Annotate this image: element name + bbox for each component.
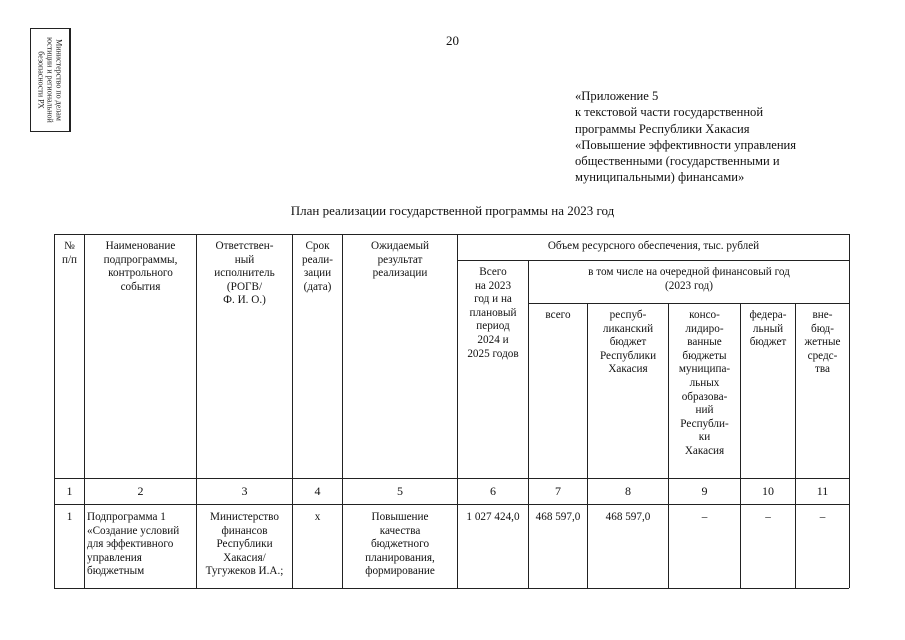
header-col-all: всего: [545, 309, 571, 321]
column-number: 3: [241, 484, 248, 498]
header-col-number: № п/п: [61, 240, 78, 266]
appendix-line: «Приложение 5: [575, 89, 659, 103]
appendix-line: общественными (государственными и: [575, 154, 780, 169]
appendix-line: «Повышение эффективности управления: [575, 137, 797, 152]
column-number: 4: [314, 484, 321, 498]
extrabudget-amount: –: [819, 511, 826, 523]
column-number: 1: [66, 484, 73, 498]
appendix-line: программы Республики Хакасия: [575, 121, 750, 136]
column-number: 6: [490, 484, 496, 498]
row-number: 1: [66, 511, 73, 523]
implementation-term: х: [314, 511, 321, 523]
header-col-federal: федера- льный бюджет: [749, 309, 787, 349]
municipal-budget-amount: –: [701, 511, 708, 523]
stamp-text: Министерство по делам юстиции и региональной безопасности РХ: [36, 37, 64, 123]
header-col-result: Ожидаемый результат реализации: [370, 240, 429, 280]
header-col-total: Всего на 2023 год и на плановый период 2024 и 2025 годов: [467, 266, 519, 360]
header-col-municipal: консо- лидиро- ванные бюджеты муниципа- льных образова- ний Республи- ки Хакасия: [678, 309, 731, 457]
column-number: 5: [397, 484, 403, 498]
numbers-row-bottom-border: [54, 504, 849, 505]
header-bottom-border: [54, 478, 849, 479]
republic-budget-amount: 468 597,0: [605, 511, 651, 523]
header-col-extrabudget: вне- бюд- жетные средс- тва: [804, 309, 841, 376]
header-col-term: Срок реали- зации (дата): [301, 240, 334, 293]
document-title: План реализации государственной программы на 2023 год: [290, 203, 615, 218]
column-number: 8: [625, 484, 631, 498]
header-subgroup: в том числе на очередной финансовый год (2023 год): [588, 266, 790, 292]
expected-result: Повышение качества бюджетного планирования, формирование: [365, 511, 435, 578]
column-number: 9: [701, 484, 708, 498]
appendix-line: к текстовой части государственной: [575, 105, 764, 120]
appendix-line: муниципальными) финансами»: [575, 170, 745, 185]
subprogram-name: Подпрограмма 1 «Создание условий для эффективного управления бюджетным: [87, 511, 180, 578]
table-border-left: [54, 234, 55, 588]
all-amount: 468 597,0: [535, 511, 581, 523]
header-resource-group: Объем ресурсного обеспечения, тыс. рублей: [547, 240, 760, 252]
subgroup-header-divider: [528, 303, 849, 304]
total-amount: 1 027 424,0: [466, 511, 520, 523]
table-border-top: [54, 234, 849, 235]
table-border-right: [849, 234, 850, 588]
responsible-executor: Министерство финансов Республики Хакасия/ Тугужеков И.А.;: [205, 511, 284, 578]
federal-budget-amount: –: [765, 511, 771, 523]
header-col-name: Наименование подпрограммы, контрольного события: [103, 240, 178, 293]
header-col-executor: Ответствен- ный исполнитель (РОГВ/ Ф. И. О.): [214, 240, 275, 307]
column-number: 10: [762, 484, 774, 498]
column-number: 7: [555, 484, 561, 498]
column-number: 11: [816, 484, 829, 498]
group-header-divider: [457, 260, 849, 261]
column-number: 2: [137, 484, 144, 498]
page-number: 20: [446, 33, 459, 48]
row-bottom-border: [54, 588, 849, 589]
header-col-republic: респуб- ликанский бюджет Республики Хакасия: [599, 309, 657, 376]
